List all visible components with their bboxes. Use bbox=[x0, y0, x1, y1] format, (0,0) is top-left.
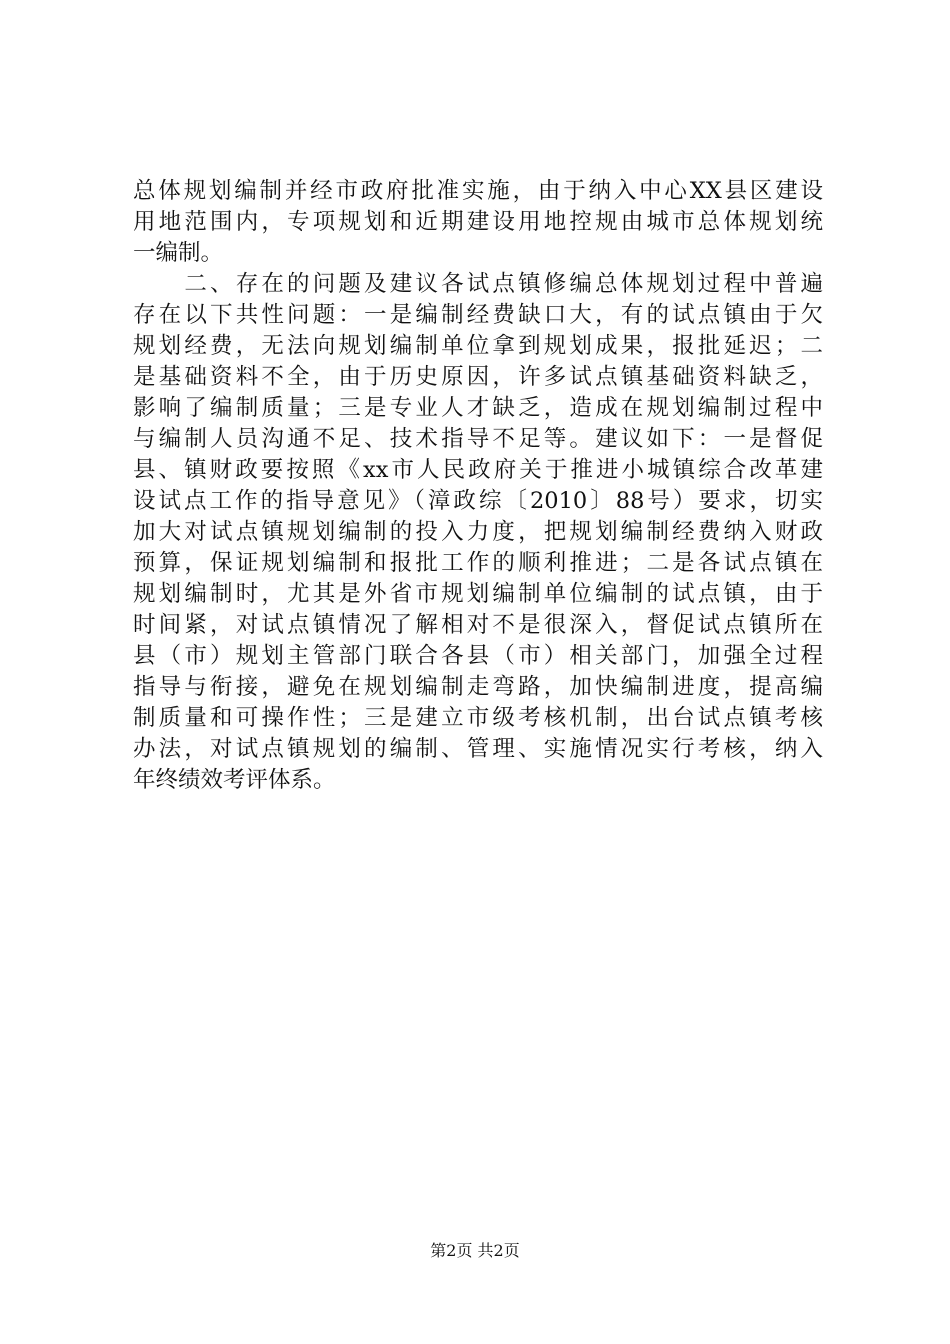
text-line: 与编制人员沟通不足、技术指导不足等。建议如下：一是督促 bbox=[133, 426, 823, 452]
text-line: 指导与衔接，避免在规划编制走弯路，加快编制进度，提高编 bbox=[133, 674, 823, 700]
text-line: 是基础资料不全，由于历史原因，许多试点镇基础资料缺乏， bbox=[133, 364, 823, 390]
page-number-footer: 第2页 共2页 bbox=[430, 1241, 520, 1260]
text-line: 办法，对试点镇规划的编制、管理、实施情况实行考核，纳入 bbox=[133, 736, 823, 762]
text-line: 一编制。 bbox=[133, 240, 224, 266]
text-line: 县、镇财政要按照《xx市人民政府关于推进小城镇综合改革建 bbox=[133, 457, 823, 483]
text-line: 二、存在的问题及建议各试点镇修编总体规划过程中普遍 bbox=[133, 271, 823, 297]
body-text bbox=[133, 176, 823, 796]
text-line: 规划编制时，尤其是外省市规划编制单位编制的试点镇，由于 bbox=[133, 581, 823, 607]
text-line: 年终绩效考评体系。 bbox=[133, 767, 336, 793]
text-line: 影响了编制质量；三是专业人才缺乏，造成在规划编制过程中 bbox=[133, 395, 823, 421]
text-line: 加大对试点镇规划编制的投入力度，把规划编制经费纳入财政 bbox=[133, 519, 823, 545]
text-line: 预算，保证规划编制和报批工作的顺利推进；二是各试点镇在 bbox=[133, 550, 823, 576]
text-line: 规划经费，无法向规划编制单位拿到规划成果，报批延迟；二 bbox=[133, 333, 823, 359]
text-line: 存在以下共性问题：一是编制经费缺口大，有的试点镇由于欠 bbox=[133, 302, 823, 328]
text-line: 总体规划编制并经市政府批准实施，由于纳入中心XX县区建设 bbox=[133, 178, 823, 204]
text-line: 设试点工作的指导意见》（漳政综〔2010〕88号）要求，切实 bbox=[133, 488, 823, 514]
text-line: 制质量和可操作性；三是建立市级考核机制，出台试点镇考核 bbox=[133, 705, 823, 731]
text-line: 县（市）规划主管部门联合各县（市）相关部门，加强全过程 bbox=[133, 643, 823, 669]
text-line: 用地范围内，专项规划和近期建设用地控规由城市总体规划统 bbox=[133, 209, 823, 235]
text-line: 时间紧，对试点镇情况了解相对不是很深入，督促试点镇所在 bbox=[133, 612, 823, 638]
